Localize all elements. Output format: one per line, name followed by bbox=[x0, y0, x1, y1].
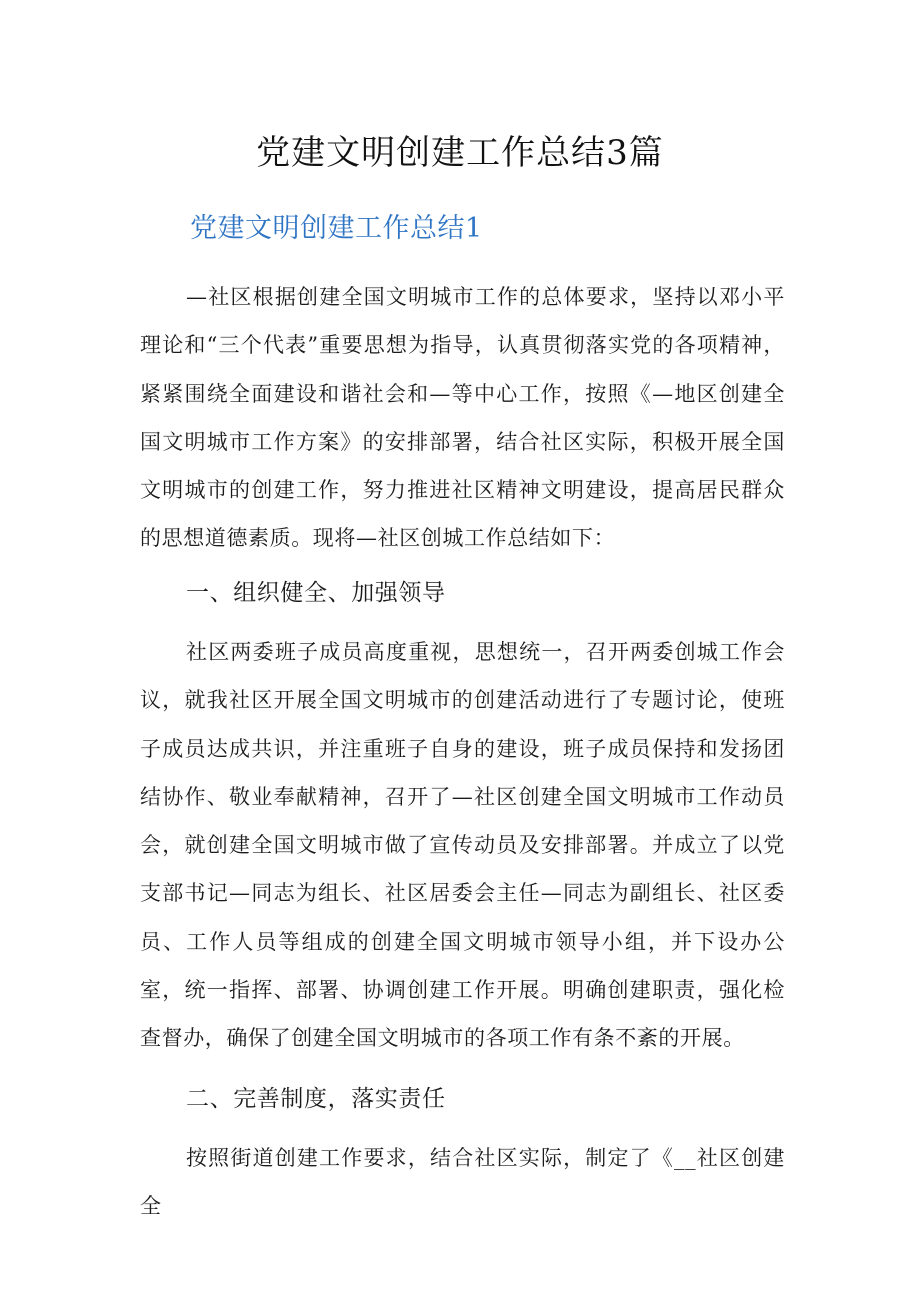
intro-paragraph: —社区根据创建全国文明城市工作的总体要求，坚持以邓小平理论和“三个代表”重要思想为指导，认真贯彻落实党的各项精神，紧紧围绕全面建设和谐社会和—等中心工作，按照《—地区创建全国文明城市工作方案》的安排部署，结合社区实际，积极开展全国文明城市的创建工作，努力推进社区精神文明建设，提高居民群众的思想道德素质。现将—社区创城工作总结如下： bbox=[140, 285, 785, 551]
document-title: 党建文明创建工作总结3篇 bbox=[256, 133, 664, 173]
section-heading-1: 一、组织健全、加强领导 bbox=[186, 580, 446, 606]
section-1-paragraph: 社区两委班子成员高度重视，思想统一，召开两委创城工作会议，就我社区开展全国文明城市的创建活动进行了专题讨论，使班子成员达成共识，并注重班子自身的建设，班子成员保持和发扬团结协作、敬业奉献精神，召开了—社区创建全国文明城市工作动员会，就创建全国文明城市做了宣传动员及安排部署。并成立了以党支部书记—同志为组长、社区居委会主任—同志为副组长、社区委员、工作人员等组成的创建全国文明城市领导小组，并下设办公室，统一指挥、部署、协调创建工作开展。明确创建职责，强化检查督办，确保了创建全国文明城市的各项工作有条不紊的开展。 bbox=[140, 640, 785, 1051]
section-heading-2: 二、完善制度，落实责任 bbox=[186, 1086, 446, 1112]
document-subtitle: 党建文明创建工作总结1 bbox=[190, 213, 483, 244]
section-2-paragraph: 按照街道创建工作要求，结合社区实际，制定了《__社区创建全 bbox=[140, 1146, 785, 1219]
